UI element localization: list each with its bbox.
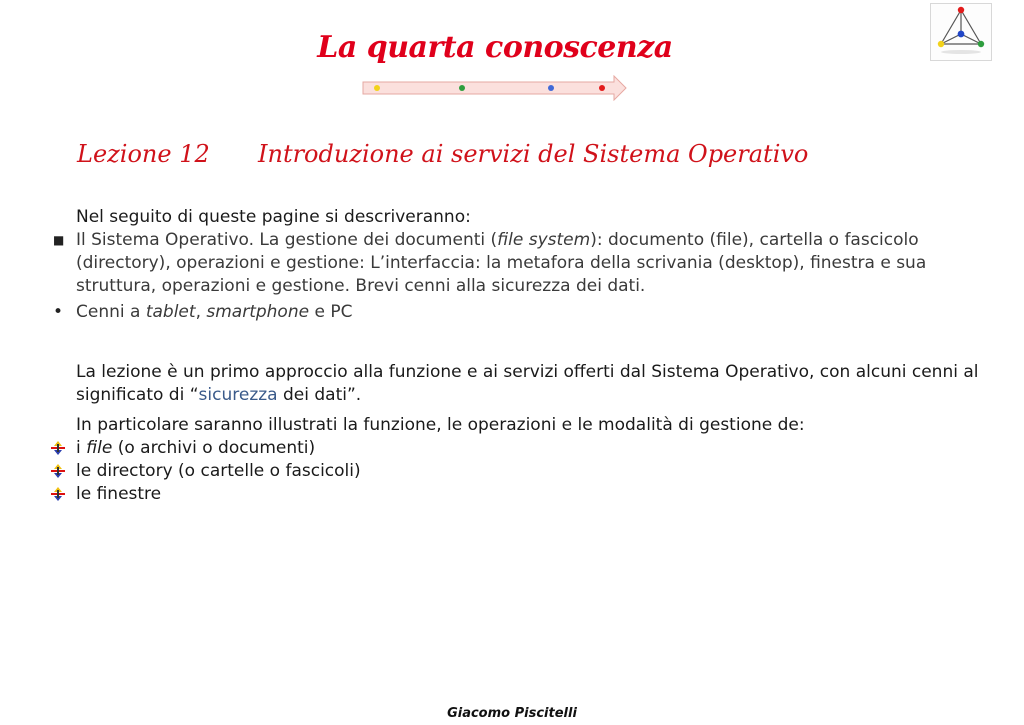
four-arrows-icon	[50, 463, 66, 479]
lesson-heading	[77, 140, 808, 168]
bullet-item-devices: • Cenni a tablet, smartphone e PC	[53, 302, 353, 322]
highlight-sicurezza: sicurezza	[198, 385, 278, 405]
four-arrows-icon	[50, 440, 66, 456]
bullet-item-os: ■ Il Sistema Operativo. La gestione dei documenti (file system): documento (file), cartella o fascicolo (directory), operazioni e gestione: L’interfaccia: la metafora della scrivania (desktop), finestra e sua struttura, operazioni e gestione. Brevi cenni alla sicurezza dei dati.	[53, 230, 927, 296]
lesson-title: Introduzione ai servizi del Sistema Operativo	[258, 140, 809, 168]
paragraph-details: In particolare saranno illustrati la funzione, le operazioni e le modalità di gestione de:	[76, 415, 805, 435]
tetrahedron-logo-icon	[930, 3, 992, 61]
intro-text: Nel seguito di queste pagine si descriveranno:	[76, 207, 471, 227]
progress-dot-yellow	[374, 85, 380, 91]
progress-arrow	[362, 75, 628, 101]
arrow-shape	[363, 76, 626, 100]
paragraph-approach: La lezione è un primo approccio alla funzione e ai servizi offerti dal Sistema Operativo, con alcuni cenni al significato di “sicurezza dei dati”.	[76, 362, 979, 405]
four-arrows-icon	[50, 486, 66, 502]
page-title: La quarta conoscenza	[317, 30, 673, 65]
square-bullet-icon: ■	[53, 233, 65, 247]
lesson-content	[53, 206, 986, 506]
lesson-number: Lezione 12	[77, 140, 210, 168]
round-bullet-icon: •	[53, 302, 64, 322]
progress-dot-red	[599, 85, 605, 91]
progress-dot-blue	[548, 85, 554, 91]
list-item-file: i file (o archivi o documenti)	[76, 437, 986, 460]
list-item-windows: le finestre	[76, 483, 986, 506]
progress-dot-green	[459, 85, 465, 91]
footer-author: Giacomo Piscitelli	[447, 706, 577, 721]
list-item-directory: le directory (o cartelle o fascicoli)	[76, 460, 986, 483]
